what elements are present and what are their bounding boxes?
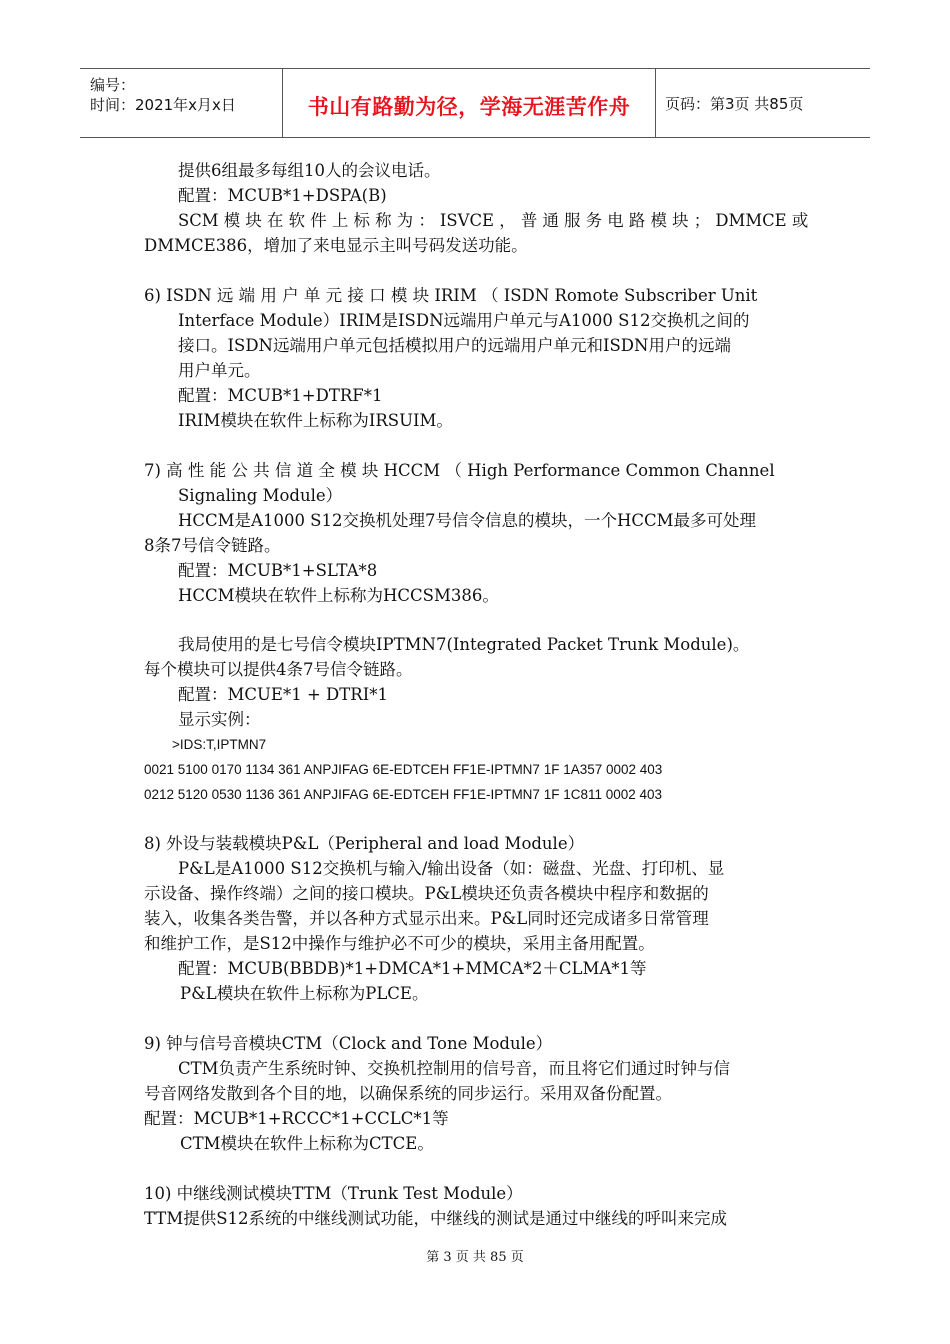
text-line: HCCM是A1000 S12交换机处理7号信令信息的模块，一个HCCM最多可处理 [178,511,757,530]
list-item-heading: 6) ISDN 远 端 用 户 单 元 接 口 模 块 IRIM （ ISDN Romote Subscriber Unit [144,286,758,305]
list-item-heading: 10) 中继线测试模块TTM（Trunk Test Module） [144,1184,523,1203]
page-header [80,68,870,138]
output-line: 0021 5100 0170 1134 361 ANPJIFAG 6E-EDTCEH FF1E-IPTMN7 1F 1A357 0002 403 [144,762,663,777]
text-line: 我局使用的是七号信令模块IPTMN7(Integrated Packet Trunk Module)。 [178,635,750,654]
list-item-heading: 8) 外设与装载模块P&L（Peripheral and load Module） [144,834,585,853]
document-number-label: 编号： [90,76,136,94]
header-page-cell [655,69,870,137]
text-line: 提供6组最多每组10人的会议电话。 [178,161,441,180]
text-line: 显示实例： [178,710,261,729]
page-footer: 第 3 页 共 85 页 [426,1250,524,1265]
list-item-heading: 9) 钟与信号音模块CTM（Clock and Tone Module） [144,1034,553,1053]
text-line: 配置：MCUE*1 + DTRI*1 [178,685,388,704]
output-line: 0212 5120 0530 1136 361 ANPJIFAG 6E-EDTCEH FF1E-IPTMN7 1F 1C811 0002 403 [144,787,663,802]
text-line: TTM提供S12系统的中继线测试功能，中继线的测试是通过中继线的呼叫来完成 [144,1209,728,1228]
text-line: DMMCE386，增加了来电显示主叫号码发送功能。 [144,236,528,255]
text-line: 示设备、操作终端）之间的接口模块。P&L模块还负责各模块中程序和数据的 [144,884,709,903]
header-meta-cell [80,69,282,137]
text-line: Interface Module）IRIM是ISDN远端用户单元与A1000 S12交换机之间的 [178,311,750,330]
text-line: 配置：MCUB*1+RCCC*1+CCLC*1等 [144,1109,449,1128]
text-line: 配置：MCUB*1+DSPA(B) [178,186,387,205]
text-line: CTM模块在软件上标称为CTCE。 [180,1134,434,1153]
text-line: P&L模块在软件上标称为PLCE。 [180,984,429,1003]
command-line: >IDS:T,IPTMN7 [172,737,267,752]
text-line: 号音网络发散到各个目的地，以确保系统的同步运行。采用双备份配置。 [144,1084,672,1103]
text-line: 装入，收集各类告警，并以各种方式显示出来。P&L同时还完成诸多日常管理 [144,909,709,928]
list-item-heading: 7) 高 性 能 公 共 信 道 全 模 块 HCCM （ High Performance Common Channel [144,461,775,480]
text-line: CTM负责产生系统时钟、交换机控制用的信号音，而且将它们通过时钟与信 [178,1059,731,1078]
text-line: 配置：MCUB*1+SLTA*8 [178,561,378,580]
text-line: IRIM模块在软件上标称为IRSUIM。 [178,411,453,430]
document-time-label: 时间：2021年x月x日 [90,96,236,114]
text-line: HCCM模块在软件上标称为HCCSM386。 [178,586,499,605]
text-line: 配置：MCUB*1+DTRF*1 [178,386,383,405]
text-line: 和维护工作，是S12中操作与维护必不可少的模块，采用主备用配置。 [144,934,655,953]
text-line: 每个模块可以提供4条7号信令链路。 [144,660,413,679]
text-line: SCM 模 块 在 软 件 上 标 称 为 ： ISVCE ， 普 通 服 务 电 路 模 块 ； DMMCE 或 [178,211,809,230]
text-line: 用户单元。 [178,361,261,380]
text-line: 配置：MCUB(BBDB)*1+DMCA*1+MMCA*2＋CLMA*1等 [178,959,647,978]
text-line: 接口。ISDN远端用户单元包括模拟用户的远端用户单元和ISDN用户的远端 [178,336,731,355]
text-line: Signaling Module） [178,486,343,505]
header-motto: 书山有路勤为径，学海无涯苦作舟 [307,95,631,119]
text-line: 8条7号信令链路。 [144,536,281,555]
header-page-info: 页码：第3页 共85页 [665,95,804,113]
text-line: P&L是A1000 S12交换机与输入/输出设备（如：磁盘、光盘、打印机、显 [178,859,725,878]
header-motto-cell [282,69,656,137]
